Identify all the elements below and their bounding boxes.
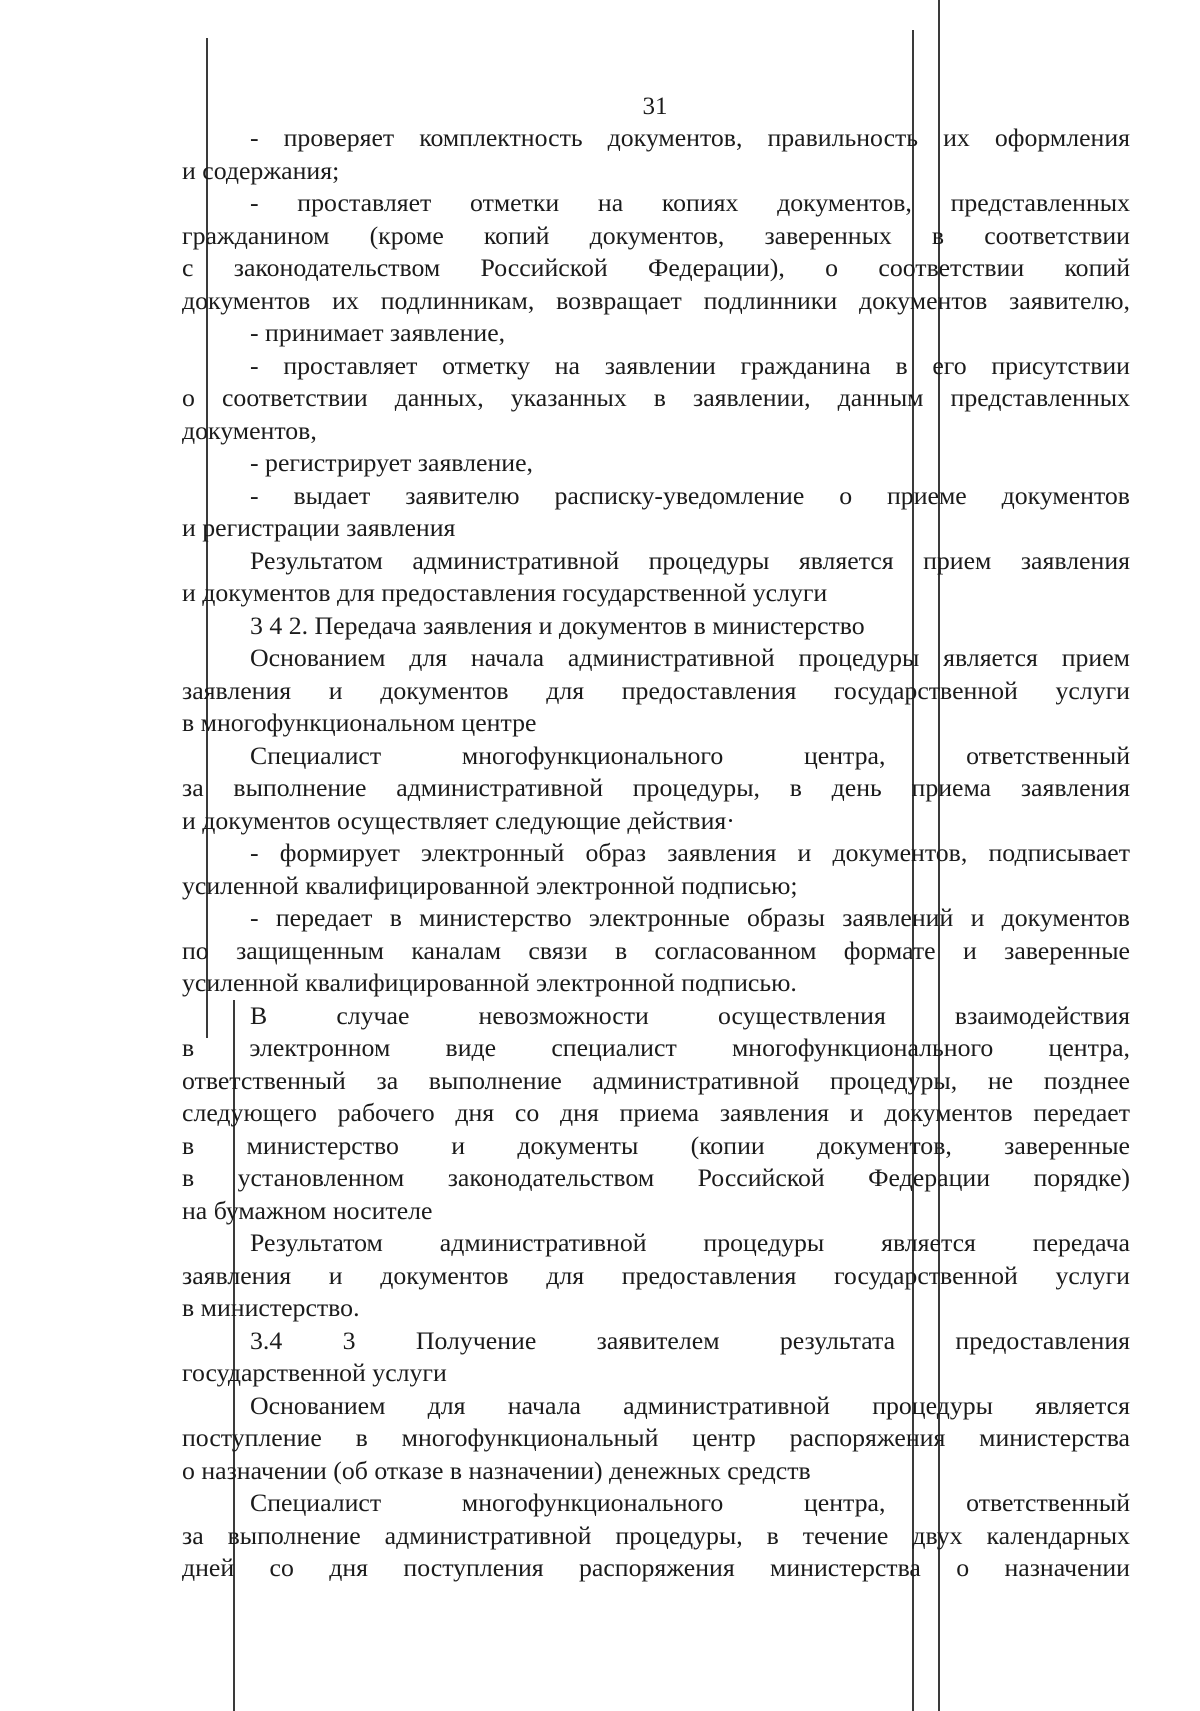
document-body [182,122,1130,1585]
text-line: о назначении (об отказе в назначении) денежных средств [182,1455,811,1485]
text-line: поступление в многофункциональный центр распоряжения министерства [182,1423,1130,1452]
text-line: 3.4 3 Получение заявителем результата предоставления [250,1325,1130,1355]
text-line: и регистрации заявления [182,513,456,542]
text-line: - формирует электронный образ заявления и документов, подписывает [250,838,1130,867]
text-line: с законодательством Российской Федерации), о соответствии копий [182,253,1130,282]
text-line: за выполнение административной процедуры, в день приема заявления [182,773,1130,802]
text-line: гражданином (кроме копий документов, заверенных в соответствии [182,220,1130,250]
text-line: в министерство и документы (копии документов, заверенные [182,1130,1130,1160]
text-line: в установленном законодательством Российской Федерации порядке) [182,1163,1130,1192]
text-line: в многофункциональном центре [182,708,537,737]
text-line: заявления и документов для предоставления государственной услуги [182,1260,1130,1290]
text-line: усиленной квалифицированной электронной подписью; [182,870,798,900]
text-line: за выполнение административной процедуры, в течение двух календарных [182,1520,1130,1550]
text-line: ответственный за выполнение административной процедуры, не позднее [182,1065,1130,1095]
text-line: в электронном виде специалист многофункционального центра, [182,1033,1130,1062]
text-line: документов, [182,415,317,445]
text-line: - регистрирует заявление, [250,448,533,477]
text-line: - проставляет отметку на заявлении гражданина в его присутствии [250,350,1130,380]
text-line: государственной услуги [182,1358,447,1387]
text-line: - принимает заявление, [250,318,506,347]
text-line: Результатом административной процедуры является передача [250,1228,1130,1257]
text-line: В случае невозможности осуществления взаимодействия [250,1000,1130,1030]
text-line: - передает в министерство электронные образы заявлений и документов [250,903,1130,932]
text-line: о соответствии данных, указанных в заявлении, данным представленных [182,383,1130,412]
text-line: следующего рабочего дня со дня приема заявления и документов передает [182,1098,1130,1127]
text-line: и документов осуществляет следующие действия· [182,805,735,835]
text-line: - выдает заявителю расписку-уведомление о приеме документов [250,480,1130,510]
text-line: усиленной квалифицированной электронной подписью. [182,968,797,997]
text-line: Результатом административной процедуры является прием заявления [250,545,1130,575]
text-line: Основанием для начала административной процедуры является [250,1390,1130,1420]
text-line: заявления и документов для предоставления государственной услуги [182,675,1130,705]
text-line: Основанием для начала административной процедуры является прием [250,643,1130,672]
text-line: документов их подлинникам, возвращает подлинники документов заявителю, [182,285,1130,315]
text-line: в министерство. [182,1293,360,1322]
text-line: 3 4 2. Передача заявления и документов в министерство [250,610,865,640]
text-line: по защищенным каналам связи в согласованном формате и заверенные [182,935,1130,965]
text-line: и содержания; [182,155,340,185]
page-number: 31 [642,93,668,120]
text-line: - проверяет комплектность документов, правильность их оформления [250,123,1130,152]
text-line: Специалист многофункционального центра, ответственный [250,1488,1130,1517]
text-line: - проставляет отметки на копиях документов, представленных [250,188,1130,217]
text-line: и документов для предоставления государственной услуги [182,578,828,607]
text-line: Специалист многофункционального центра, ответственный [250,740,1130,770]
text-line: дней со дня поступления распоряжения министерства о назначении [182,1553,1130,1582]
text-line: на бумажном носителе [182,1195,433,1225]
